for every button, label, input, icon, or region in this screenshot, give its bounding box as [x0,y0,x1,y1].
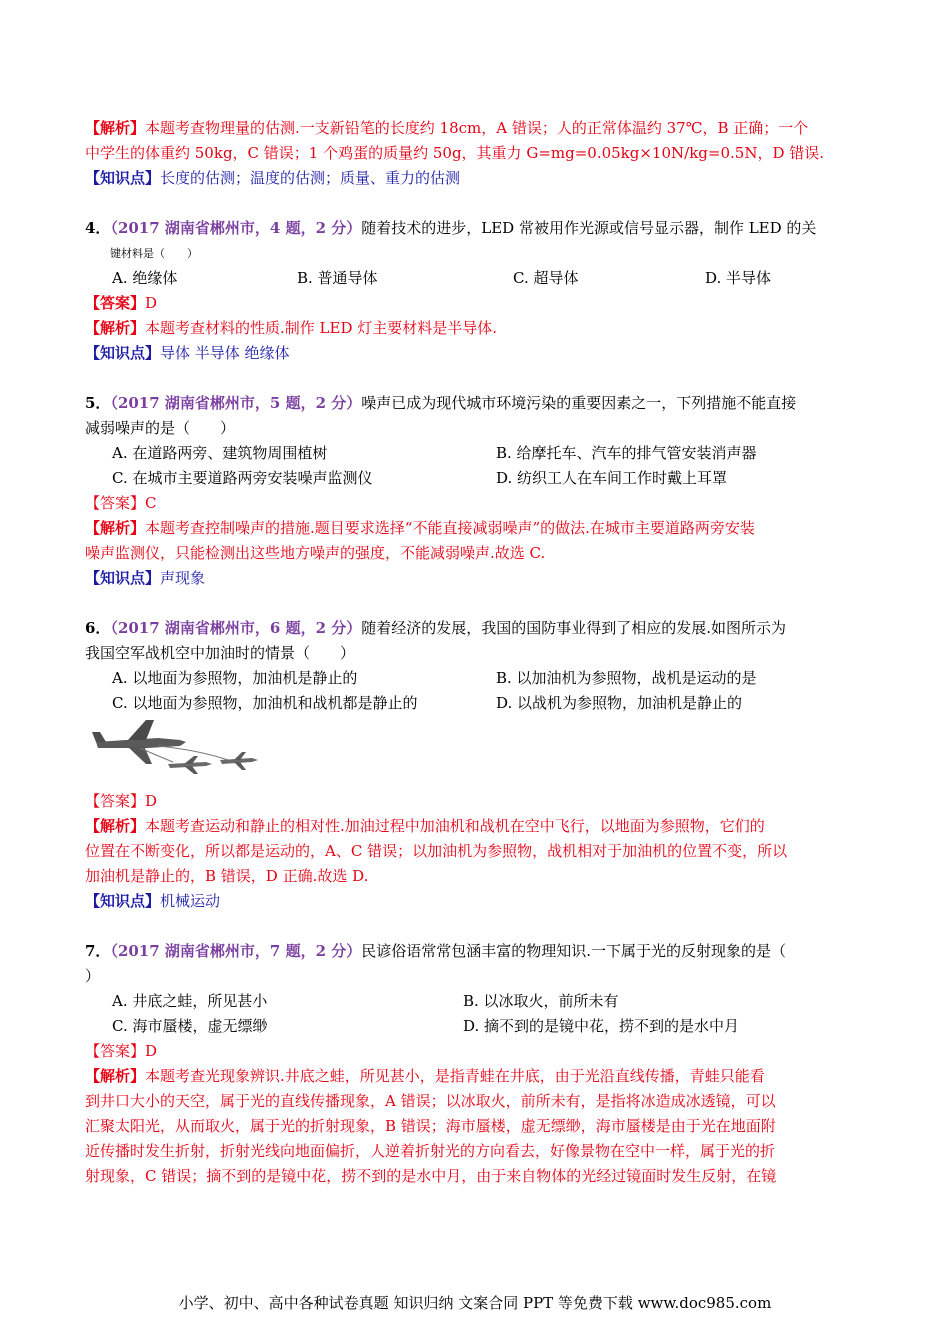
q5-knowledge-point: 【知识点】声现象 [85,569,206,587]
q6-analysis-line-3: 加油机是静止的，B 错误，D 正确.故选 D. [85,867,369,885]
answer-tag: 【答案】 [85,294,146,312]
q6-analysis-line-2: 位置在不断变化，所以都是运动的，A、C 错误；以加油机为参照物，战机相对于加油机的位置不变，所以 [85,842,788,860]
q3-analysis-line-1: 【解析】本题考查物理量的估测.一支新铅笔的长度约 18cm，A 错误；人的正常体温约 37℃，B 正确；一个 [85,119,809,137]
question-source: （2017 湖南省郴州市，7 题，2 分） [110,942,362,960]
knowledge-tag: 【知识点】 [85,569,161,587]
knowledge-tag: 【知识点】 [85,344,161,362]
q4-knowledge-point: 【知识点】导体 半导体 绝缘体 [85,344,290,362]
analysis-tag: 【解析】 [85,1067,146,1085]
knowledge-tag: 【知识点】 [85,169,161,187]
q5-option-a: A. 在道路两旁、建筑物周围植树 [112,444,328,462]
q4-answer: 【答案】D [85,294,158,312]
q7-stem-line-2: ） [85,967,101,985]
question-number: 4． [85,219,111,237]
q7-option-d: D. 摘不到的是镜中花，捞不到的是水中月 [463,1017,740,1035]
q5-analysis-line-2: 噪声监测仪，只能检测出这些地方噪声的强度，不能减弱噪声.故选 C. [85,544,546,562]
answer-tag: 【答案】 [85,494,146,512]
analysis-tag: 【解析】 [85,119,146,137]
q3-analysis-line-2: 中学生的体重约 50kg，C 错误；1 个鸡蛋的质量约 50g，其重力 G=mg=0.05kg×10N/kg=0.5N，D 错误. [85,144,825,162]
q6-analysis-line-1: 【解析】本题考查运动和静止的相对性.加油过程中加油机和战机在空中飞行，以地面为参照物，它们的 [85,817,765,835]
question-number: 5． [85,394,111,412]
q7-analysis-line-3: 汇聚太阳光，从而取火，属于光的折射现象，B 错误；海市蜃楼，虚无缥缈，海市蜃楼是由于光在地面附 [85,1117,776,1135]
q5-stem-line-1: 5．（2017 湖南省郴州市，5 题，2 分）噪声已成为现代城市环境污染的重要因素之一，下列措施不能直接 [85,394,797,412]
aerial-refueling-image [88,716,263,786]
analysis-tag: 【解析】 [85,519,146,537]
q5-option-b: B. 给摩托车、汽车的排气管安装消声器 [496,444,757,462]
q6-answer: 【答案】D [85,792,158,810]
analysis-tag: 【解析】 [85,817,146,835]
q7-analysis-line-5: 射现象，C 错误；摘不到的是镜中花，捞不到的是水中月，由于来自物体的光经过镜面时发生反射，在镜 [85,1167,777,1185]
q7-option-b: B. 以冰取火，前所未有 [463,992,619,1010]
q3-knowledge-point: 【知识点】长度的估测；温度的估测；质量、重力的估测 [85,169,461,187]
q6-knowledge-point: 【知识点】机械运动 [85,892,221,910]
q6-option-a: A. 以地面为参照物，加油机是静止的 [112,669,358,687]
question-source: （2017 湖南省郴州市，6 题，2 分） [110,619,362,637]
q4-option-c: C. 超导体 [513,269,579,287]
q5-option-c: C. 在城市主要道路两旁安装噪声监测仪 [112,469,373,487]
knowledge-tag: 【知识点】 [85,892,161,910]
analysis-tag: 【解析】 [85,319,146,337]
q7-stem-line-1: 7．（2017 湖南省郴州市，7 题，2 分）民谚俗语常常包涵丰富的物理知识.一下属于光的反射现象的是（ [85,942,787,960]
q6-stem-line-2: 我国空军战机空中加油时的情景（ ） [85,644,356,662]
answer-tag: 【答案】 [85,792,146,810]
q6-option-d: D. 以战机为参照物，加油机是静止的 [496,694,743,712]
q6-stem-line-1: 6．（2017 湖南省郴州市，6 题，2 分）随着经济的发展，我国的国防事业得到了相应的发展.如图所示为 [85,619,787,637]
q7-option-a: A. 井底之蛙，所见甚小 [112,992,268,1010]
q6-option-b: B. 以加油机为参照物，战机是运动的是 [496,669,757,687]
q4-option-a: A. 绝缘体 [112,269,178,287]
q7-option-c: C. 海市蜃楼，虚无缥缈 [112,1017,268,1035]
question-source: （2017 湖南省郴州市，5 题，2 分） [110,394,362,412]
q7-analysis-line-2: 到井口大小的天空，属于光的直线传播现象，A 错误；以冰取火，前所未有，是指将冰造成冰透镜，可以 [85,1092,776,1110]
q4-stem-line-1: 4．（2017 湖南省郴州市，4 题，2 分）随着技术的进步，LED 常被用作光源或信号显示器，制作 LED 的关 [85,219,817,237]
q5-answer: 【答案】C [85,494,157,512]
question-number: 6． [85,619,111,637]
q6-option-c: C. 以地面为参照物，加油机和战机都是静止的 [112,694,418,712]
q7-answer: 【答案】D [85,1042,158,1060]
question-source: （2017 湖南省郴州市，4 题，2 分） [110,219,362,237]
q4-option-d: D. 半导体 [705,269,772,287]
q4-option-b: B. 普通导体 [297,269,378,287]
q5-option-d: D. 纺织工人在车间工作时戴上耳罩 [496,469,728,487]
answer-tag: 【答案】 [85,1042,146,1060]
page-footer: 小学、初中、高中各种试卷真题 知识归纳 文案合同 PPT 等免费下载 www.doc985.com [178,1294,772,1312]
q7-analysis-line-1: 【解析】本题考查光现象辨识.井底之蛙，所见甚小，是指青蛙在井底，由于光沿直线传播，青蛙只能看 [85,1067,765,1085]
question-number: 7． [85,942,111,960]
q5-analysis-line-1: 【解析】本题考查控制噪声的措施.题目要求选择“不能直接减弱噪声”的做法.在城市主要道路两旁安装 [85,519,755,537]
q5-stem-line-2: 减弱噪声的是（ ） [85,419,236,437]
q4-stem-line-2: 键材料是（ ） [110,247,198,260]
q7-analysis-line-4: 近传播时发生折射，折射光线向地面偏折，人逆着折射光的方向看去，好像景物在空中一样，属于光的折 [85,1142,776,1160]
q4-analysis: 【解析】本题考查材料的性质.制作 LED 灯主要材料是半导体. [85,319,498,337]
